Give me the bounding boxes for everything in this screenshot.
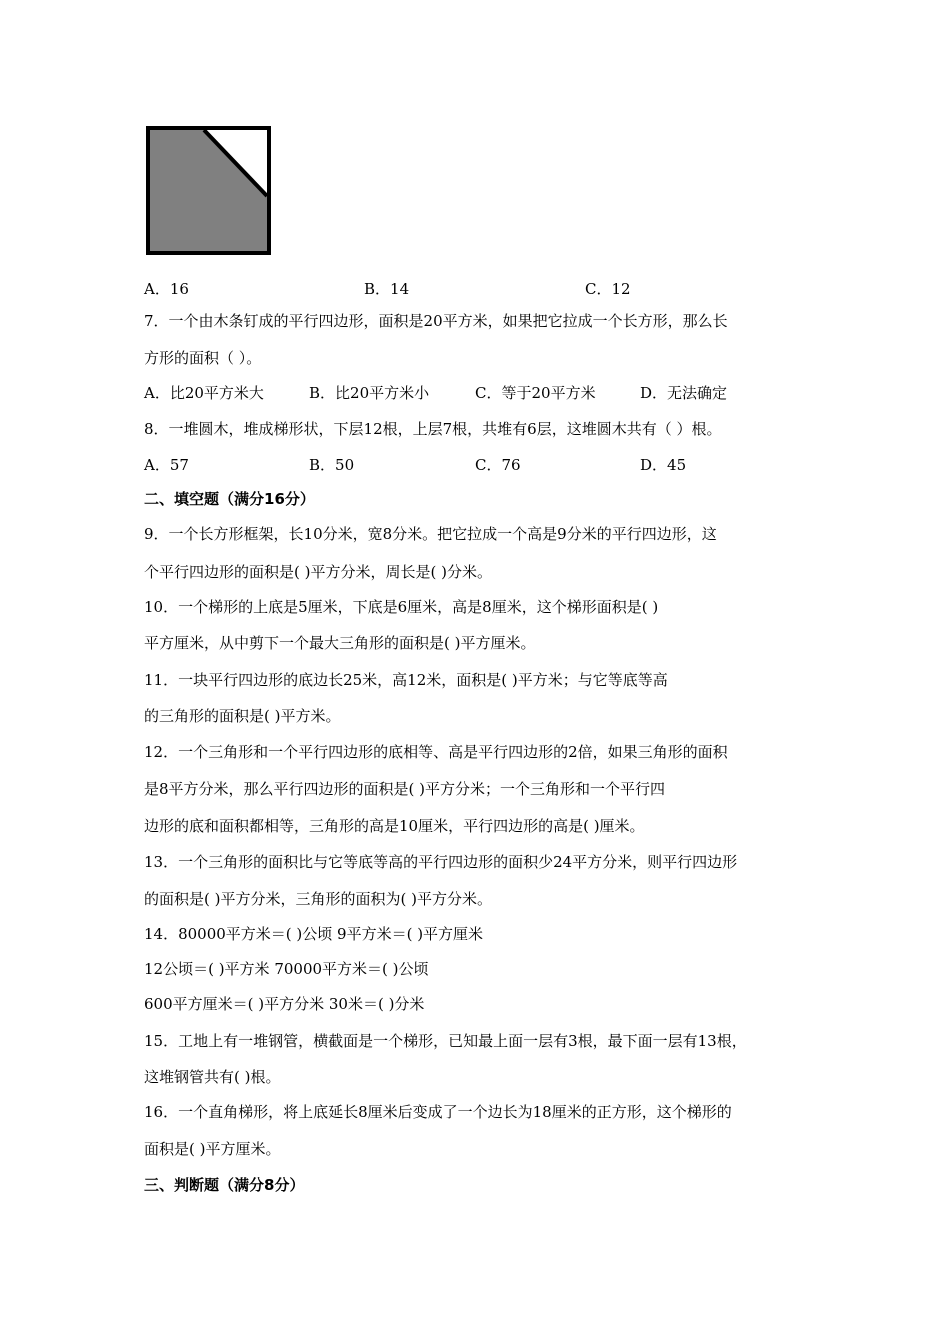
q7-line1: 7．一个由木条钉成的平行四边形，面积是20平方米，如果把它拉成一个长方形，那么长 [144,312,728,330]
q7-option-a: A．比20平方米大 [144,384,264,402]
q9-line2: 个平行四边形的面积是( )平方分米，周长是( )分米。 [144,563,492,581]
q8-option-b: B．50 [309,456,355,474]
q8-option-a: A．57 [144,456,189,474]
q7-option-c: C．等于20平方米 [475,384,596,402]
q8-option-d: D．45 [640,456,687,474]
q6-option-c: C．12 [585,280,631,298]
q12-line1: 12．一个三角形和一个平行四边形的底相等、高是平行四边形的2倍，如果三角形的面积 [144,743,728,761]
q7-line2: 方形的面积（ ）。 [144,349,262,367]
q14-line2: 12公顷＝( )平方米 70000平方米＝( )公顷 [144,960,429,978]
q6-option-b: B．14 [364,280,410,298]
q13-line2: 的面积是( )平方分米，三角形的面积为( )平方分米。 [144,890,492,908]
q15-line2: 这堆钢管共有( )根。 [144,1068,281,1086]
q7-option-b: B．比20平方米小 [309,384,430,402]
q13-line1: 13．一个三角形的面积比与它等底等高的平行四边形的面积少24平方分米，则平行四边形 [144,853,738,871]
q11-line2: 的三角形的面积是( )平方米。 [144,707,341,725]
q12-line2: 是8平方分米，那么平行四边形的面积是( )平方分米；一个三角形和一个平行四 [144,780,666,798]
q16-line1: 16．一个直角梯形，将上底延长8厘米后变成了一个边长为18厘米的正方形，这个梯形的 [144,1103,732,1121]
q12-line3: 边形的底和面积都相等，三角形的高是10厘米，平行四边形的高是( )厘米。 [144,817,645,835]
section3-title: 三、判断题（满分8分） [144,1176,305,1194]
q14-line1: 14．80000平方米＝( )公顷 9平方米＝( )平方厘米 [144,925,484,943]
q9-line1: 9．一个长方形框架，长10分米，宽8分米。把它拉成一个高是9分米的平行四边形，这 [144,525,717,543]
q14-line3: 600平方厘米＝( )平方分米 30米＝( )分米 [144,995,425,1013]
trapezoid-figure [146,126,272,256]
section2-title: 二、填空题（满分16分） [144,490,315,508]
q10-line1: 10．一个梯形的上底是5厘米，下底是6厘米，高是8厘米，这个梯形面积是( ) [144,598,659,616]
q10-line2: 平方厘米，从中剪下一个最大三角形的面积是( )平方厘米。 [144,634,536,652]
q8-option-c: C．76 [475,456,521,474]
q15-line1: 15．工地上有一堆钢管，横截面是一个梯形，已知最上面一层有3根，最下面一层有13根， [144,1032,747,1050]
q7-option-d: D．无法确定 [640,384,728,402]
q16-line2: 面积是( )平方厘米。 [144,1140,281,1158]
q8-line1: 8．一堆圆木，堆成梯形状，下层12根，上层7根，共堆有6层，这堆圆木共有（ ）根。 [144,420,722,438]
q6-option-a: A．16 [144,280,189,298]
q11-line1: 11．一块平行四边形的底边长25米，高12米，面积是( )平方米；与它等底等高 [144,671,668,689]
